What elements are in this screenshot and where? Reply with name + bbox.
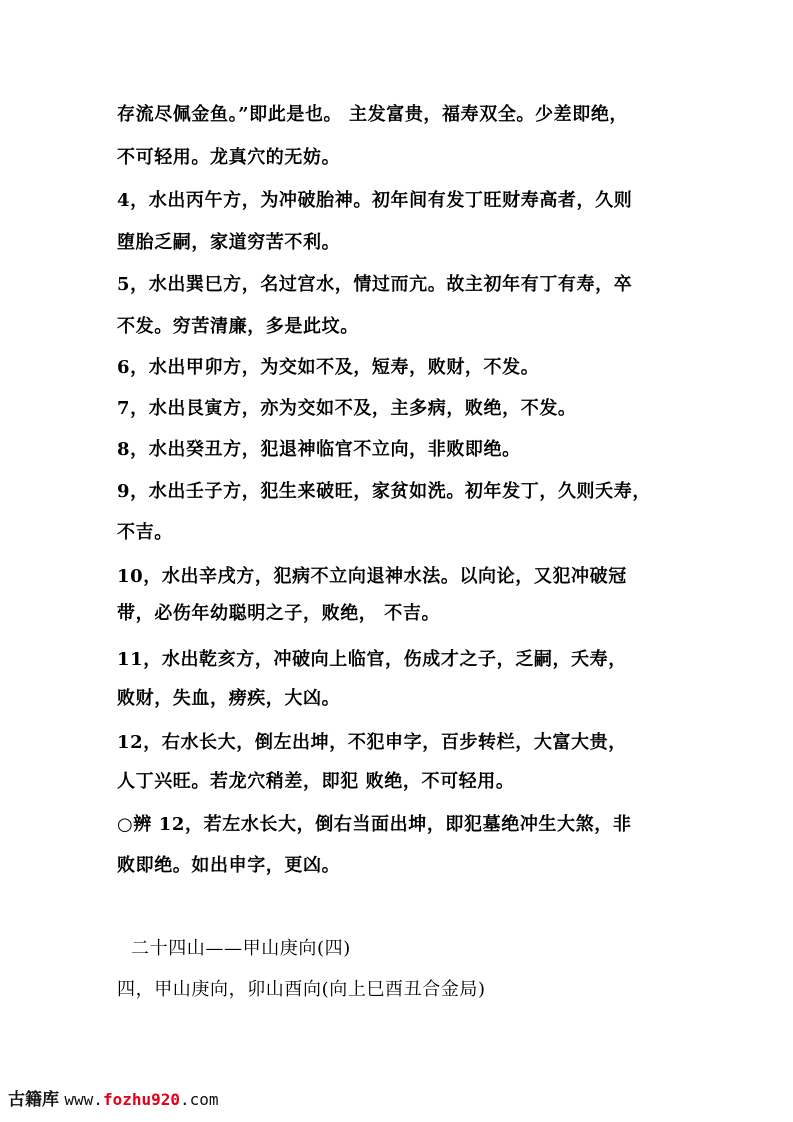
text-line-16: 12，右水长大，倒左出坤，不犯申字，百步转栏，大富大贵，	[117, 732, 627, 753]
text-line-7: 6，水出甲卯方，为交如不及，短寿，败财，不发。	[117, 357, 540, 378]
watermark-footer	[8, 1089, 219, 1111]
text-line-13: 带，必伤年幼聪明之子，败绝， 不吉。	[117, 603, 441, 624]
text-line-14: 11，水出乾亥方，冲破向上临官，伤成才之子，乏嗣，夭寿，	[117, 649, 627, 670]
text-line-18: ○辨 12，若左水长大，倒右当面出坤，即犯墓绝冲生大煞，非	[117, 814, 632, 835]
text-line-9: 8，水出癸丑方，犯退神临官不立向，非败即绝。	[117, 439, 521, 460]
url-brand: fozhu920	[102, 1090, 180, 1109]
text-line-17: 人丁兴旺。若龙穴稍差，即犯 败绝，不可轻用。	[117, 771, 515, 792]
section-subheading: 四，甲山庚向，卯山酉向(向上巳酉丑合金局)	[117, 979, 486, 1000]
text-line-12: 10，水出辛戌方，犯病不立向退神水法。以向论，又犯冲破冠	[117, 566, 627, 587]
text-line-4: 堕胎乏嗣，家道穷苦不利。	[117, 232, 341, 253]
text-line-5: 5，水出巽巳方，名过宫水，情过而亢。故主初年有丁有寿，卒	[117, 274, 633, 295]
text-line-11: 不吉。	[117, 522, 173, 543]
site-name: 古籍库	[8, 1090, 59, 1110]
url-prefix: www.	[64, 1090, 103, 1109]
text-line-1: 存流尽佩金鱼。”即此是也。 主发富贵，福寿双全。少差即绝，	[117, 104, 629, 125]
text-line-8: 7，水出艮寅方，亦为交如不及，主多病，败绝，不发。	[117, 398, 577, 419]
text-line-15: 败财，失血，痨疾，大凶。	[117, 688, 341, 709]
text-line-19: 败即绝。如出申字，更凶。	[117, 855, 341, 876]
section-heading: 二十四山——甲山庚向(四)	[131, 938, 351, 959]
url-suffix: .com	[180, 1090, 219, 1109]
text-line-6: 不发。穷苦清廉，多是此坟。	[117, 316, 359, 337]
text-line-2: 不可轻用。龙真穴的无妨。	[117, 147, 341, 168]
text-line-10: 9，水出壬子方，犯生来破旺，家贫如洗。初年发丁，久则夭寿，	[117, 481, 651, 502]
text-line-3: 4，水出丙午方，为冲破胎神。初年间有发丁旺财寿高者，久则	[117, 190, 633, 211]
